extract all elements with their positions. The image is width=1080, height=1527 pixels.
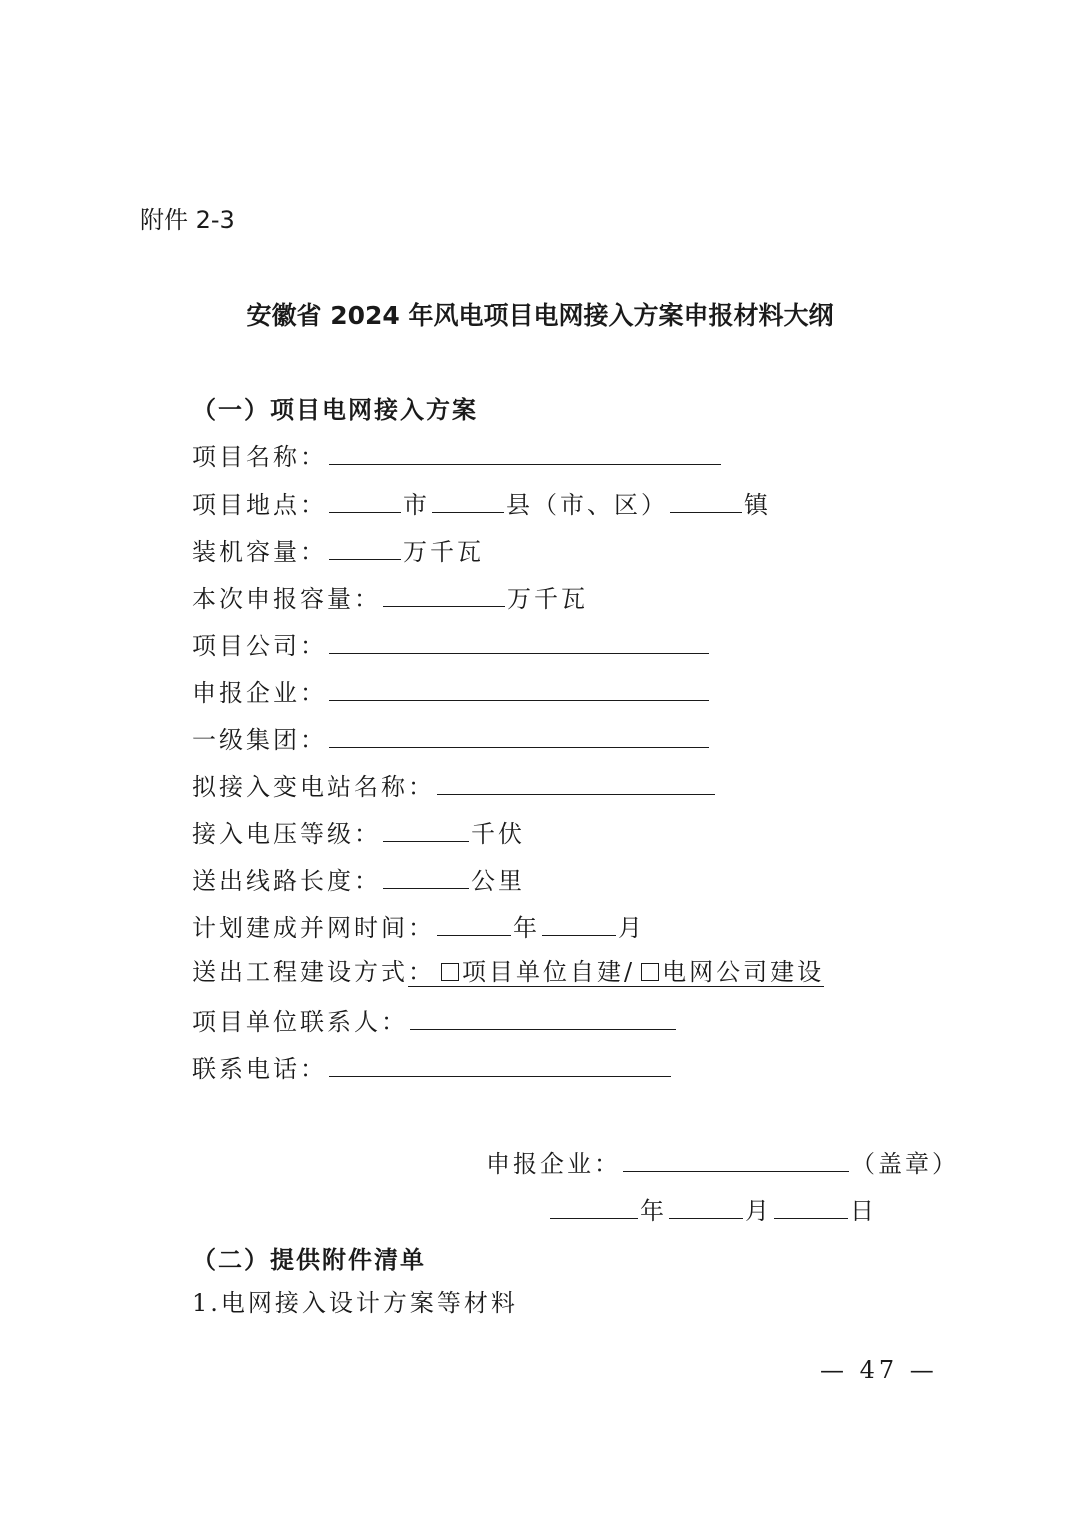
declaring-enterprise-label: 申报企业： xyxy=(192,679,327,707)
section2-heading: （二）提供附件清单 xyxy=(192,1246,426,1274)
project-location-row xyxy=(192,484,771,520)
phone-field[interactable] xyxy=(329,1048,671,1077)
signature-year-field[interactable] xyxy=(550,1190,638,1219)
substation-field[interactable] xyxy=(437,766,715,795)
group-row xyxy=(192,719,711,755)
document-title: 安徽省 2024 年风电项目电网接入方案申报材料大纲 xyxy=(246,301,834,330)
capacity-field[interactable] xyxy=(329,531,401,560)
self-build-checkbox[interactable] xyxy=(441,963,459,981)
group-field[interactable] xyxy=(329,719,709,748)
signature-month-field[interactable] xyxy=(669,1190,743,1219)
voltage-row xyxy=(192,813,525,849)
phone-row xyxy=(192,1048,673,1084)
substation-row xyxy=(192,766,717,802)
declared-capacity-field[interactable] xyxy=(383,578,505,607)
line-length-row xyxy=(192,860,525,896)
signature-enterprise-row xyxy=(486,1143,959,1179)
project-company-row xyxy=(192,625,711,661)
contact-person-row xyxy=(192,1001,678,1037)
county-field[interactable] xyxy=(432,484,504,513)
declaring-enterprise-field[interactable] xyxy=(329,672,709,701)
project-name-row xyxy=(192,436,723,472)
section1-heading: （一）项目电网接入方案 xyxy=(192,396,478,424)
project-name-field[interactable] xyxy=(329,436,721,465)
voltage-field[interactable] xyxy=(383,813,469,842)
signature-enterprise-label: 申报企业： xyxy=(486,1150,621,1178)
signature-day-field[interactable] xyxy=(774,1190,848,1219)
project-company-field[interactable] xyxy=(329,625,709,654)
capacity-unit: 万千瓦 xyxy=(403,538,484,566)
group-label: 一级集团： xyxy=(192,726,327,754)
declared-capacity-unit: 万千瓦 xyxy=(507,585,588,613)
grid-build-label: 电网公司建设 xyxy=(662,958,825,986)
declared-capacity-label: 本次申报容量： xyxy=(192,585,381,613)
phone-label: 联系电话： xyxy=(192,1055,327,1083)
signature-month-label: 月 xyxy=(745,1197,772,1225)
signature-enterprise-field[interactable] xyxy=(623,1143,849,1172)
voltage-unit: 千伏 xyxy=(471,820,525,848)
page-number: — 47 — xyxy=(820,1356,938,1384)
city-label: 市 xyxy=(403,491,430,519)
substation-label: 拟接入变电站名称： xyxy=(192,773,435,801)
construction-label: 送出工程建设方式 xyxy=(192,958,408,986)
town-label: 镇 xyxy=(744,491,771,519)
construction-row xyxy=(192,954,824,990)
town-field[interactable] xyxy=(670,484,742,513)
grid-year-label: 年 xyxy=(513,914,540,942)
grid-year-field[interactable] xyxy=(437,907,511,936)
line-length-label: 送出线路长度： xyxy=(192,867,381,895)
signature-day-label: 日 xyxy=(850,1197,877,1225)
attachment-label: 附件 2-3 xyxy=(140,206,235,234)
signature-year-label: 年 xyxy=(640,1197,667,1225)
county-label: 县（市、区） xyxy=(506,491,668,519)
declaring-enterprise-row xyxy=(192,672,711,708)
capacity-label: 装机容量： xyxy=(192,538,327,566)
grid-month-label: 月 xyxy=(618,914,645,942)
grid-month-field[interactable] xyxy=(542,907,616,936)
contact-person-label: 项目单位联系人： xyxy=(192,1008,408,1036)
declared-capacity-row xyxy=(192,578,588,614)
capacity-row xyxy=(192,531,484,567)
attachment-item-1: 1.电网接入设计方案等材料 xyxy=(192,1289,518,1317)
contact-person-field[interactable] xyxy=(410,1001,676,1030)
self-build-label: 项目单位自建/ xyxy=(462,958,636,986)
line-length-unit: 公里 xyxy=(471,867,525,895)
grid-time-label: 计划建成并网时间： xyxy=(192,914,435,942)
grid-build-checkbox[interactable] xyxy=(641,963,659,981)
voltage-label: 接入电压等级： xyxy=(192,820,381,848)
construction-colon: ： xyxy=(408,958,435,986)
grid-time-row xyxy=(192,907,645,943)
signature-date-row xyxy=(548,1190,877,1226)
seal-label: （盖章） xyxy=(851,1150,959,1178)
project-company-label: 项目公司： xyxy=(192,632,327,660)
line-length-field[interactable] xyxy=(383,860,469,889)
location-label: 项目地点： xyxy=(192,491,327,519)
city-field[interactable] xyxy=(329,484,401,513)
project-name-label: 项目名称： xyxy=(192,443,327,471)
